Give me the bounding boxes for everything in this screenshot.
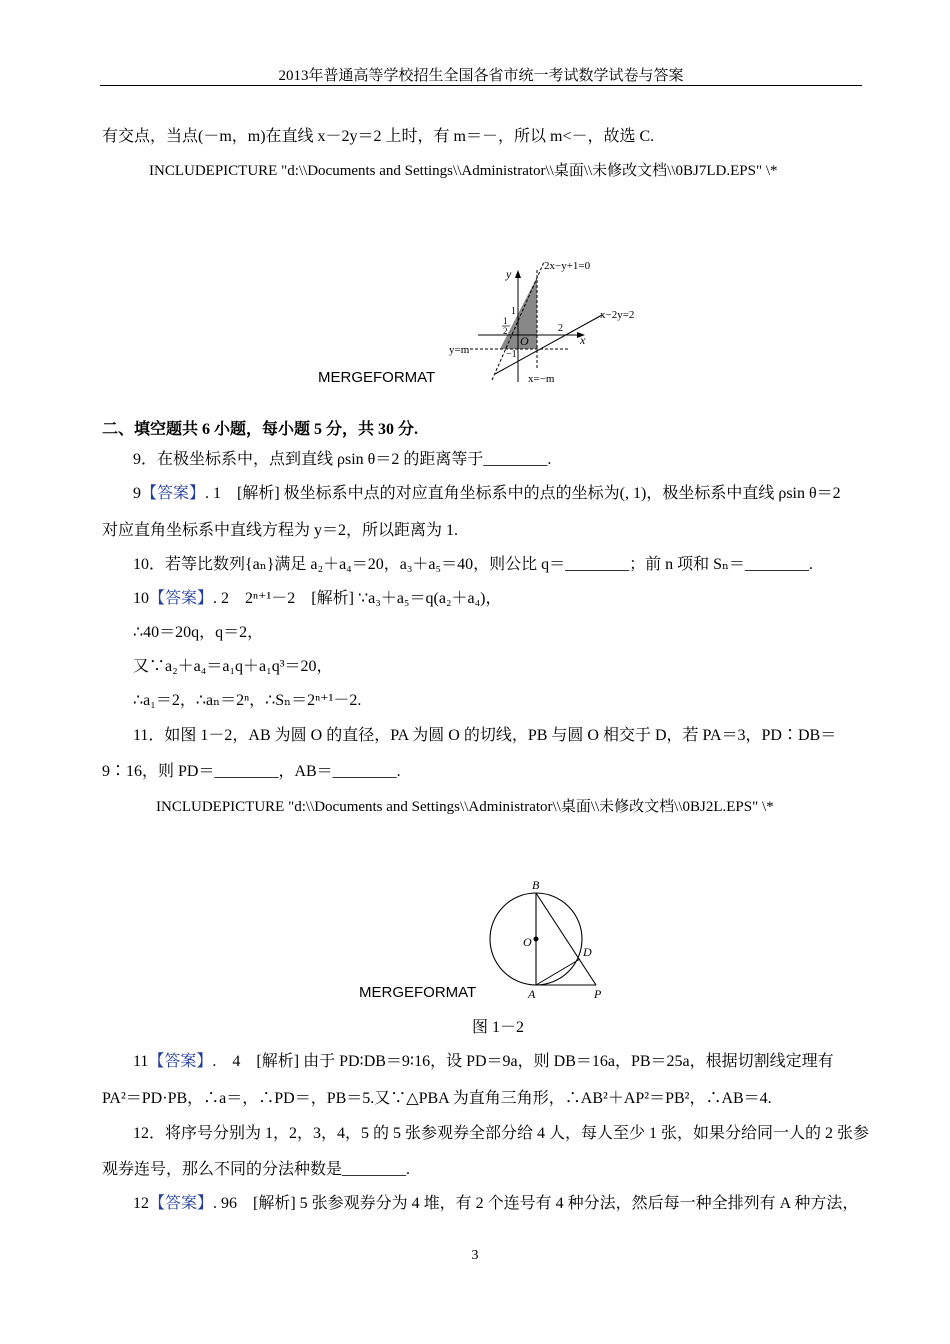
answer-10	[133, 589, 502, 609]
question-12-cont: 观券连号，那么不同的分法种数是________.	[102, 1161, 411, 1178]
tick-neg1: −1	[506, 349, 517, 360]
field-code-1: INCLUDEPICTURE "d:\\Documents and Settings\\Administrator\\桌面\\未修改文档\\0BJ7LD.EPS" \*	[149, 163, 778, 179]
label-p: P	[594, 987, 602, 1001]
answer-9-cont: 对应直角坐标系中直线方程为 y＝2，所以距离为 1.	[102, 522, 459, 539]
answer-11-cont: PA²＝PD·PB，∴a＝，∴PD＝，PB＝5.又∵△PBA 为直角三角形，∴AB²＋AP²＝PB²，∴AB＝4.	[102, 1090, 772, 1107]
figure-caption: 图 1－2	[472, 1019, 525, 1036]
tick-half-den: 2	[503, 326, 508, 336]
answer-10-num: 10	[133, 590, 149, 607]
circle-figure	[480, 874, 620, 1004]
label-line1: 2x−y+1=0	[544, 260, 591, 272]
section-heading: 二、填空题共 6 小题，每小题 5 分，共 30 分.	[102, 421, 419, 438]
mergeformat-1: MERGEFORMAT	[318, 369, 436, 386]
coordinate-graph	[440, 252, 660, 387]
answer-10-text: . 2 2ⁿ⁺¹－2 [解析] ∵a₃＋a₅＝q(a₂＋a₄)，	[213, 590, 502, 607]
mergeformat-2: MERGEFORMAT	[359, 984, 477, 1001]
header-rule	[100, 85, 862, 86]
answer-12	[133, 1194, 858, 1214]
answer-9-num: 9	[133, 485, 141, 502]
label-line2: x−2y=2	[600, 309, 635, 321]
line-1: 有交点，当点(－m，m)在直线 x－2y＝2 上时，有 m＝－，所以 m<－，故选 C.	[102, 128, 655, 145]
center-dot	[534, 937, 539, 942]
answer-12-text: . 96 [解析] 5 张参观券分为 4 堆，有 2 个连号有 4 种分法，然后每一种全排列有 A 种方法，	[213, 1195, 859, 1212]
answer-9	[133, 484, 841, 504]
page-header: 2013年普通高等学校招生全国各省市统一考试数学试卷与答案	[278, 68, 684, 84]
field-code-2: INCLUDEPICTURE "d:\\Documents and Settings\\Administrator\\桌面\\未修改文档\\0BJ2L.EPS" \*	[156, 799, 774, 815]
answer-11-num: 11	[133, 1053, 149, 1070]
answer-10-tag: 【答案】	[149, 590, 214, 607]
label-b: B	[532, 878, 540, 892]
tick-2: 2	[558, 323, 563, 334]
answer-9-text: . 1 [解析] 极坐标系中点的对应直角坐标系中的点的坐标为(, 1)，极坐标系中直线 ρsin θ＝2	[205, 485, 841, 502]
tick-1: 1	[511, 306, 516, 317]
answer-10-line2: ∴40＝20q，q＝2，	[133, 624, 264, 641]
y-axis-arrow	[515, 270, 521, 278]
question-12: 12．将序号分别为 1，2，3，4，5 的 5 张参观券全部分给 4 人，每人至少 1 张，如果分给同一人的 2 张参	[133, 1125, 870, 1142]
question-11-cont: 9∶16，则 PD＝________，AB＝________.	[102, 763, 401, 780]
question-9: 9．在极坐标系中，点到直线 ρsin θ＝2 的距离等于________.	[133, 451, 552, 468]
label-a: A	[528, 987, 536, 1001]
answer-11-text: . 4 [解析] 由于 PD∶DB＝9∶16，设 PD＝9a，则 DB＝16a，PB＝25a，根据切割线定理有	[212, 1053, 834, 1070]
answer-9-tag: 【答案】	[141, 485, 206, 502]
question-10: 10．若等比数列{aₙ}满足 a₂＋a₄＝20，a₃＋a₅＝40，则公比 q＝________；前 n 项和 Sₙ＝________.	[133, 556, 813, 573]
answer-12-tag: 【答案】	[149, 1195, 214, 1212]
chord-ad	[536, 959, 580, 985]
label-x: x	[580, 333, 586, 347]
label-ym: y=m	[449, 344, 470, 356]
answer-11	[133, 1052, 834, 1072]
question-11: 11．如图 1－2，AB 为圆 O 的直径，PA 为圆 O 的切线，PB 与圆 O 相交于 D，若 PA＝3，PD∶DB＝	[133, 727, 837, 744]
answer-10-line3: 又∵a₂＋a₄＝a₁q＋a₁q³＝20，	[133, 658, 333, 675]
label-o: O	[523, 935, 532, 949]
answer-11-tag: 【答案】	[148, 1053, 213, 1070]
label-xm: x=−m	[528, 373, 555, 385]
answer-12-num: 12	[133, 1195, 149, 1212]
tick-half-num: 1	[503, 316, 508, 326]
answer-10-line4: ∴a₁＝2，∴aₙ＝2ⁿ，∴Sₙ＝2ⁿ⁺¹－2.	[133, 692, 362, 709]
secant-pb	[536, 893, 596, 985]
label-y: y	[506, 267, 512, 281]
label-origin: O	[520, 334, 529, 348]
page-number: 3	[471, 1248, 479, 1263]
label-d: D	[583, 945, 592, 959]
